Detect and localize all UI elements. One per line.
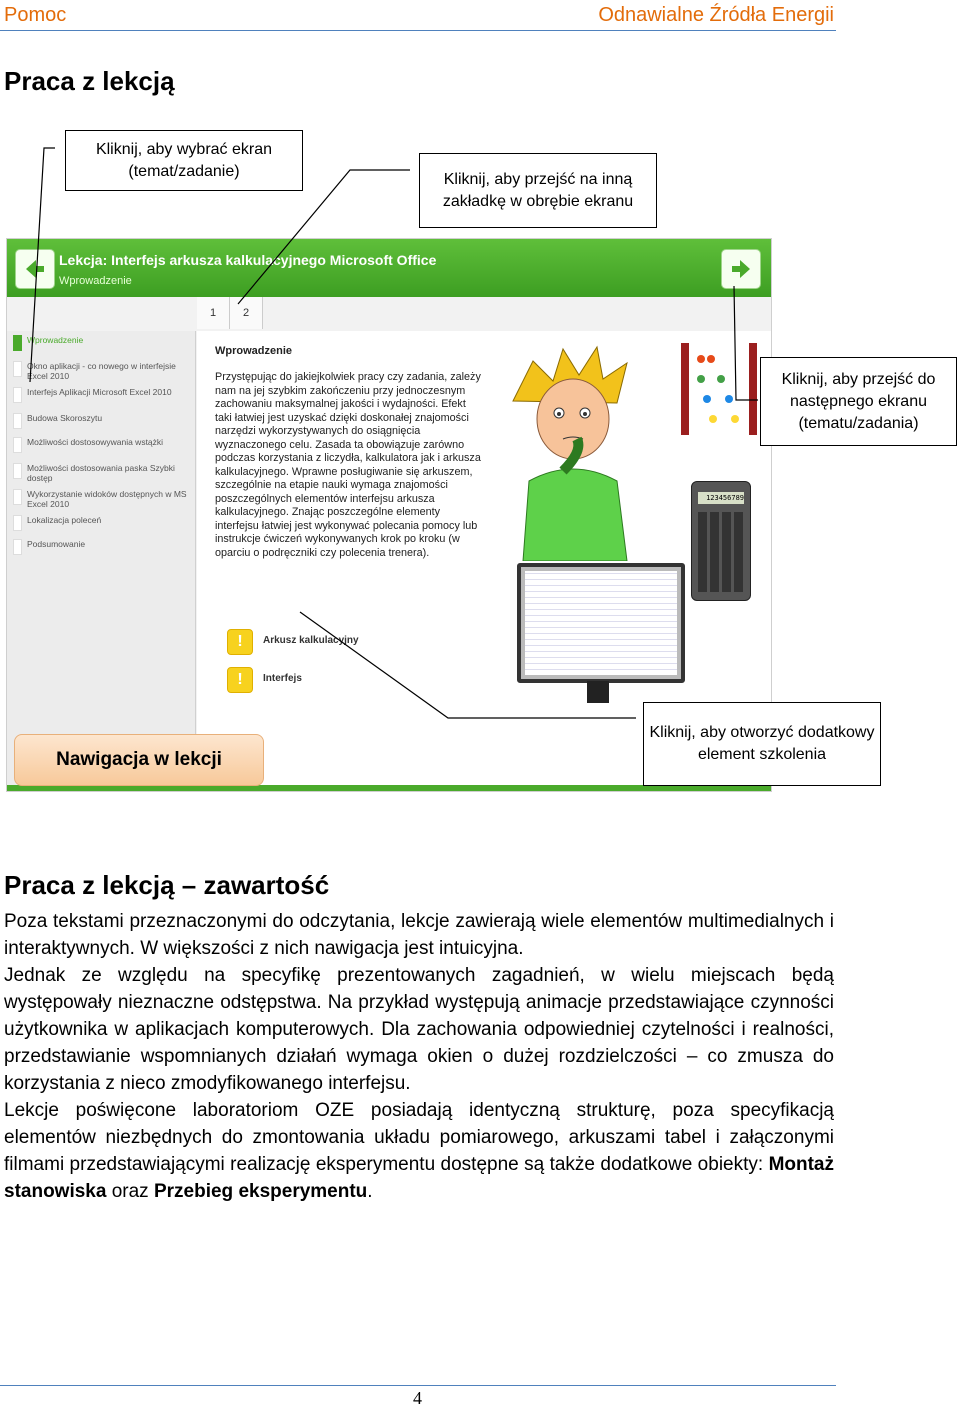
next-screen-button[interactable] bbox=[721, 249, 761, 289]
warning-icon[interactable]: ! bbox=[227, 667, 253, 693]
page-number: 4 bbox=[413, 1388, 422, 1408]
lesson-header-bar bbox=[7, 239, 771, 297]
extra-interface-link[interactable]: Interfejs bbox=[263, 673, 302, 684]
calculator-illustration bbox=[691, 481, 751, 601]
lesson-subtitle: Wprowadzenie bbox=[59, 275, 132, 287]
calculator-display: 123456789 bbox=[698, 492, 744, 504]
lesson-navigation-label: Nawigacja w lekcji bbox=[14, 734, 264, 786]
monitor-illustration bbox=[517, 563, 685, 683]
paragraph: Jednak ze względu na specyfikę prezentowanych zagadnień, w wielu miejscach będą występowały nieznaczne odstępstwa. Na przykład występują animacje przedstawiające czynności użytkownika w aplikacjach komputerowych. Dla zachowania odpowiedniej czytelności i realności, przedstawianie wspomnianych działań wymaga okien o dużej rozdzielczości – co zmusza do korzystania z nieco zmodyfikowanego interfejsu. bbox=[4, 965, 834, 1094]
abacus-illustration bbox=[677, 339, 761, 439]
thinking-boy-illustration bbox=[493, 341, 653, 561]
monitor-stand bbox=[587, 681, 609, 703]
section-title-lesson: Praca z lekcją bbox=[4, 66, 175, 96]
callout-switch-tab: Kliknij, aby przejść na inną zakładkę w obrębie ekranu bbox=[419, 153, 657, 228]
bold-term: Montaż stanowiska bbox=[4, 1154, 834, 1202]
paragraph: Lekcje poświęcone laboratoriom OZE posiadają identyczną strukturę, poza specyfikacją elementów niezbędnych do zmontowania układu pomiarowego, arkuszami tabel i załączonymi filmami przedstawiającymi realizację eksperymentu dostępne są także dodatkowe obiekty: Montaż stanowiska oraz Przebieg eksperymentu. bbox=[4, 1100, 834, 1202]
intro-text: Przystępując do jakiejkolwiek pracy czy zadania, zależy nam na jej szybkim zakończeniu przy jednoczesnym zachowaniu maksymalnej jakości i wydajności. Efekt taki łatwiej jest uzyskać dzięki doskonałej znajomości narzędzi wykorzystywanych do osiągnięcia wyznaczonego celu. Zasada ta obowiązuje zarówno podczas korzystania z liczydła, kalkulatora jak i arkusza kalkulacyjnego. Wprawne posługiwanie się arkuszem, szczególnie na etapie nauki wymaga znajomości poszczególnych elementów interfejsu arkusza kalkulacyjnego. Znając poszczególne elementy interfejsu łatwiej jest wykonywać polecania pomocy lub instrukcje ćwiczeń wykonywanych krok po kroku (w oparciu o podręczniki czy polecenia trenera). bbox=[215, 371, 481, 559]
previous-screen-button[interactable] bbox=[15, 249, 55, 289]
footer-rule bbox=[0, 1385, 836, 1386]
callout-next-screen: Kliknij, aby przejść do następnego ekranu (tematu/zadania) bbox=[760, 357, 957, 446]
header-left-title: Pomoc bbox=[4, 4, 67, 26]
warning-icon[interactable]: ! bbox=[227, 629, 253, 655]
intro-heading: Wprowadzenie bbox=[215, 345, 293, 357]
tab-1[interactable]: 1 bbox=[197, 297, 230, 329]
header-rule bbox=[0, 30, 836, 31]
bold-term: Przebieg eksperymentu bbox=[153, 1181, 368, 1202]
paragraph: Poza tekstami przeznaczonymi do odczytania, lekcje zawierają wiele elementów multimedialnych i interaktywnych. W większości z nich nawigacja jest intuicyjna. bbox=[4, 911, 834, 959]
extra-spreadsheet-link[interactable]: Arkusz kalkulacyjny bbox=[263, 635, 359, 646]
lesson-title: Lekcja: Interfejs arkusza kalkulacyjnego Microsoft Office bbox=[59, 252, 437, 268]
section-title-content: Praca z lekcją – zawartość bbox=[4, 870, 330, 900]
body-text bbox=[4, 908, 834, 1205]
lesson-sidebar: Wprowadzenie Okno aplikacji - co nowego w interfejsie Excel 2010 Interfejs Aplikacji Microsoft Excel 2010 Budowa Skoroszytu Możliwości dostosowywania wstążki Możliwości dostosowania paska Szybki dostęp Wykorzystanie widoków dostępnych w MS Excel 2010 Lokalizacja poleceń Podsumowanie bbox=[7, 331, 196, 791]
callout-open-extra: Kliknij, aby otworzyć dodatkowy element szkolenia bbox=[643, 702, 881, 786]
tab-2[interactable]: 2 bbox=[230, 297, 263, 329]
tab-bar bbox=[197, 297, 263, 329]
callout-select-screen: Kliknij, aby wybrać ekran (temat/zadanie) bbox=[65, 130, 303, 191]
arrow-right-icon bbox=[728, 256, 754, 282]
header-right-title: Odnawialne Źródła Energii bbox=[598, 4, 834, 26]
arrow-left-icon bbox=[22, 256, 48, 282]
